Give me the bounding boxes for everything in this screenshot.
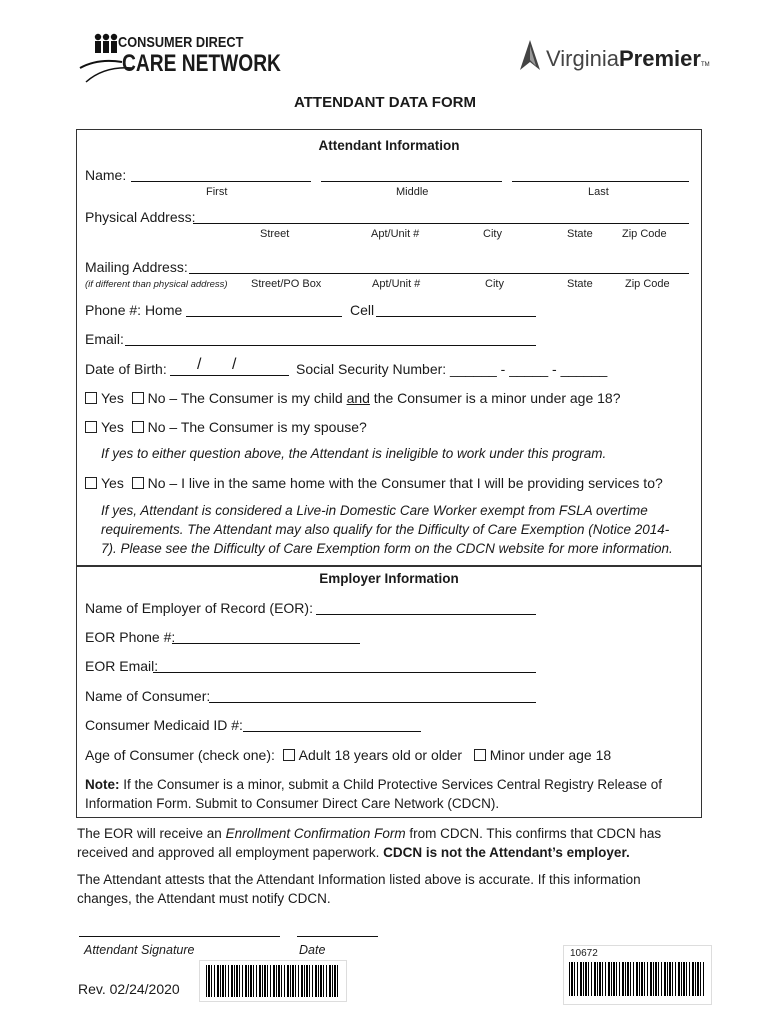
para1-italic: Enrollment Confirmation Form	[225, 826, 406, 841]
mailing-address-field[interactable]	[189, 273, 689, 274]
livein-note-line3: 7). Please see the Difficulty of Care Exemption form on the CDCN website for more information.	[101, 541, 673, 556]
employer-section-title: Employer Information	[319, 571, 459, 586]
email-field[interactable]	[125, 345, 536, 346]
email-label: Email:	[85, 331, 124, 347]
vp-logo-tm: TM	[700, 62, 710, 68]
signature-label: Attendant Signature	[84, 943, 195, 957]
revision-date: Rev. 02/24/2020	[78, 981, 180, 997]
phone-cell-label: Cell	[350, 302, 375, 318]
para1-c: received and approved all employment paperwork.	[77, 845, 384, 860]
age-label: Age of Consumer (check one):	[85, 747, 275, 763]
q3-no-checkbox[interactable]	[132, 477, 144, 489]
signature-field[interactable]	[79, 936, 280, 937]
name-label: Name:	[85, 167, 127, 183]
age-adult-checkbox[interactable]	[283, 749, 295, 761]
q1-text-and: and	[346, 390, 370, 406]
note-bold: Note:	[85, 777, 120, 792]
note-text-1: If the Consumer is a minor, submit a Child Protective Services Central Registry Release of	[119, 777, 662, 792]
livein-note	[101, 501, 673, 558]
q1-no-checkbox[interactable]	[132, 392, 144, 404]
dob-separator-2: /	[232, 356, 237, 373]
cdcn-logo-line1: CONSUMER DIRECT	[118, 34, 244, 51]
ssn-label[interactable]: Social Security Number: ______ - _____ - ______	[296, 361, 608, 377]
livein-note-line1: If yes, Attendant is considered a Live-in Domestic Care Worker exempt from FSLA overtime	[101, 503, 648, 518]
form-title: ATTENDANT DATA FORM	[294, 94, 476, 111]
note-text-2: Information Form. Submit to Consumer Direct Care Network (CDCN).	[85, 796, 500, 811]
cdcn-logo-line2: CARE NETWORK	[122, 50, 281, 77]
cdcn-logo	[78, 32, 281, 88]
minor-note	[85, 775, 662, 813]
signature-date-field[interactable]	[297, 936, 378, 937]
livein-note-line2: requirements. The Attendant may also qualify for the Difficulty of Care Exemption (Notice 2014-	[101, 522, 670, 537]
medicaid-id-field[interactable]	[243, 731, 421, 732]
physical-state-label: State	[567, 228, 593, 240]
virginia-premier-mark-icon	[516, 40, 544, 76]
physical-city-label: City	[483, 228, 502, 240]
question-child-minor	[85, 390, 621, 406]
para1-b: from CDCN. This confirms that CDCN has	[405, 826, 662, 841]
enrollment-paragraph	[77, 824, 661, 862]
para1-a: The EOR will receive an	[77, 826, 226, 841]
mailing-note: (if different than physical address)	[85, 279, 228, 290]
physical-address-field[interactable]	[193, 223, 689, 224]
para2-line2: changes, the Attendant must notify CDCN.	[77, 891, 331, 906]
phone-home-field[interactable]	[186, 316, 342, 317]
center-barcode	[199, 960, 347, 1002]
consumer-age-row	[85, 747, 611, 763]
attestation-paragraph	[77, 870, 641, 908]
medicaid-id-label: Consumer Medicaid ID #:	[85, 717, 243, 733]
mailing-state-label: State	[567, 278, 593, 290]
eor-email-field[interactable]	[153, 672, 536, 673]
virginia-premier-logo	[516, 40, 710, 80]
dob-label: Date of Birth:	[85, 361, 167, 377]
middle-name-field[interactable]	[321, 181, 502, 182]
q1-yes-label: Yes	[101, 390, 124, 406]
dob-field[interactable]	[170, 375, 289, 376]
center-barcode-bars	[206, 965, 338, 997]
right-barcode-bars	[569, 962, 704, 996]
q1-text-a: – The Consumer is my child	[169, 390, 347, 406]
eor-phone-field[interactable]	[172, 643, 360, 644]
middle-label: Middle	[396, 186, 429, 198]
para2-line1: The Attendant attests that the Attendant Information listed above is accurate. If this information	[77, 872, 641, 887]
physical-address-label: Physical Address:	[85, 209, 196, 225]
q2-no-checkbox[interactable]	[132, 421, 144, 433]
date-label: Date	[299, 943, 326, 957]
mailing-apt-label: Apt/Unit #	[372, 278, 421, 290]
q2-yes-label: Yes	[101, 419, 124, 435]
attendant-section-title: Attendant Information	[318, 138, 460, 153]
consumer-name-field[interactable]	[209, 702, 536, 703]
physical-zip-label: Zip Code	[622, 228, 667, 240]
virginia-premier-wordmark	[546, 46, 710, 72]
para1-bold: CDCN is not the Attendant’s employer.	[383, 845, 630, 860]
mailing-address-label: Mailing Address:	[85, 259, 188, 275]
first-label: First	[206, 186, 228, 198]
last-name-field[interactable]	[512, 181, 689, 182]
first-name-field[interactable]	[131, 181, 311, 182]
age-adult-label: Adult 18 years old or older	[298, 747, 463, 763]
physical-street-label: Street	[260, 228, 290, 240]
consumer-name-label: Name of Consumer:	[85, 688, 211, 704]
phone-cell-field[interactable]	[376, 316, 536, 317]
q3-no-label: No	[147, 475, 166, 491]
dob-separator-1: /	[197, 356, 202, 373]
eor-email-label: EOR Email:	[85, 658, 159, 674]
q3-text: – I live in the same home with the Consumer that I will be providing services to?	[169, 475, 663, 491]
eor-name-label: Name of Employer of Record (EOR):	[85, 600, 313, 616]
mailing-city-label: City	[485, 278, 504, 290]
eor-name-field[interactable]	[316, 614, 536, 615]
q1-yes-checkbox[interactable]	[85, 392, 97, 404]
form-number-box	[563, 945, 712, 1005]
physical-apt-label: Apt/Unit #	[371, 228, 420, 240]
mailing-zip-label: Zip Code	[625, 278, 670, 290]
q3-yes-label: Yes	[101, 475, 124, 491]
mailing-street-label: Street/PO Box	[251, 278, 322, 290]
ineligible-note: If yes to either question above, the Attendant is ineligible to work under this program.	[101, 446, 607, 461]
age-minor-checkbox[interactable]	[474, 749, 486, 761]
q2-text: – The Consumer is my spouse?	[169, 419, 367, 435]
eor-phone-label: EOR Phone #:	[85, 629, 176, 645]
q2-no-label: No	[147, 419, 166, 435]
q1-text-b: the Consumer is a minor under age 18?	[369, 390, 621, 406]
age-minor-label: Minor under age 18	[489, 747, 612, 763]
phone-home-label: Phone #: Home	[85, 302, 183, 318]
q1-no-label: No	[147, 390, 166, 406]
vp-logo-part2: Premier	[618, 46, 701, 71]
last-label: Last	[588, 186, 609, 198]
vp-logo-part1: Virginia	[546, 46, 619, 71]
q3-yes-checkbox[interactable]	[85, 477, 97, 489]
q2-yes-checkbox[interactable]	[85, 421, 97, 433]
question-live-in	[85, 475, 663, 491]
form-number: 10672	[570, 948, 598, 959]
question-spouse	[85, 419, 367, 435]
